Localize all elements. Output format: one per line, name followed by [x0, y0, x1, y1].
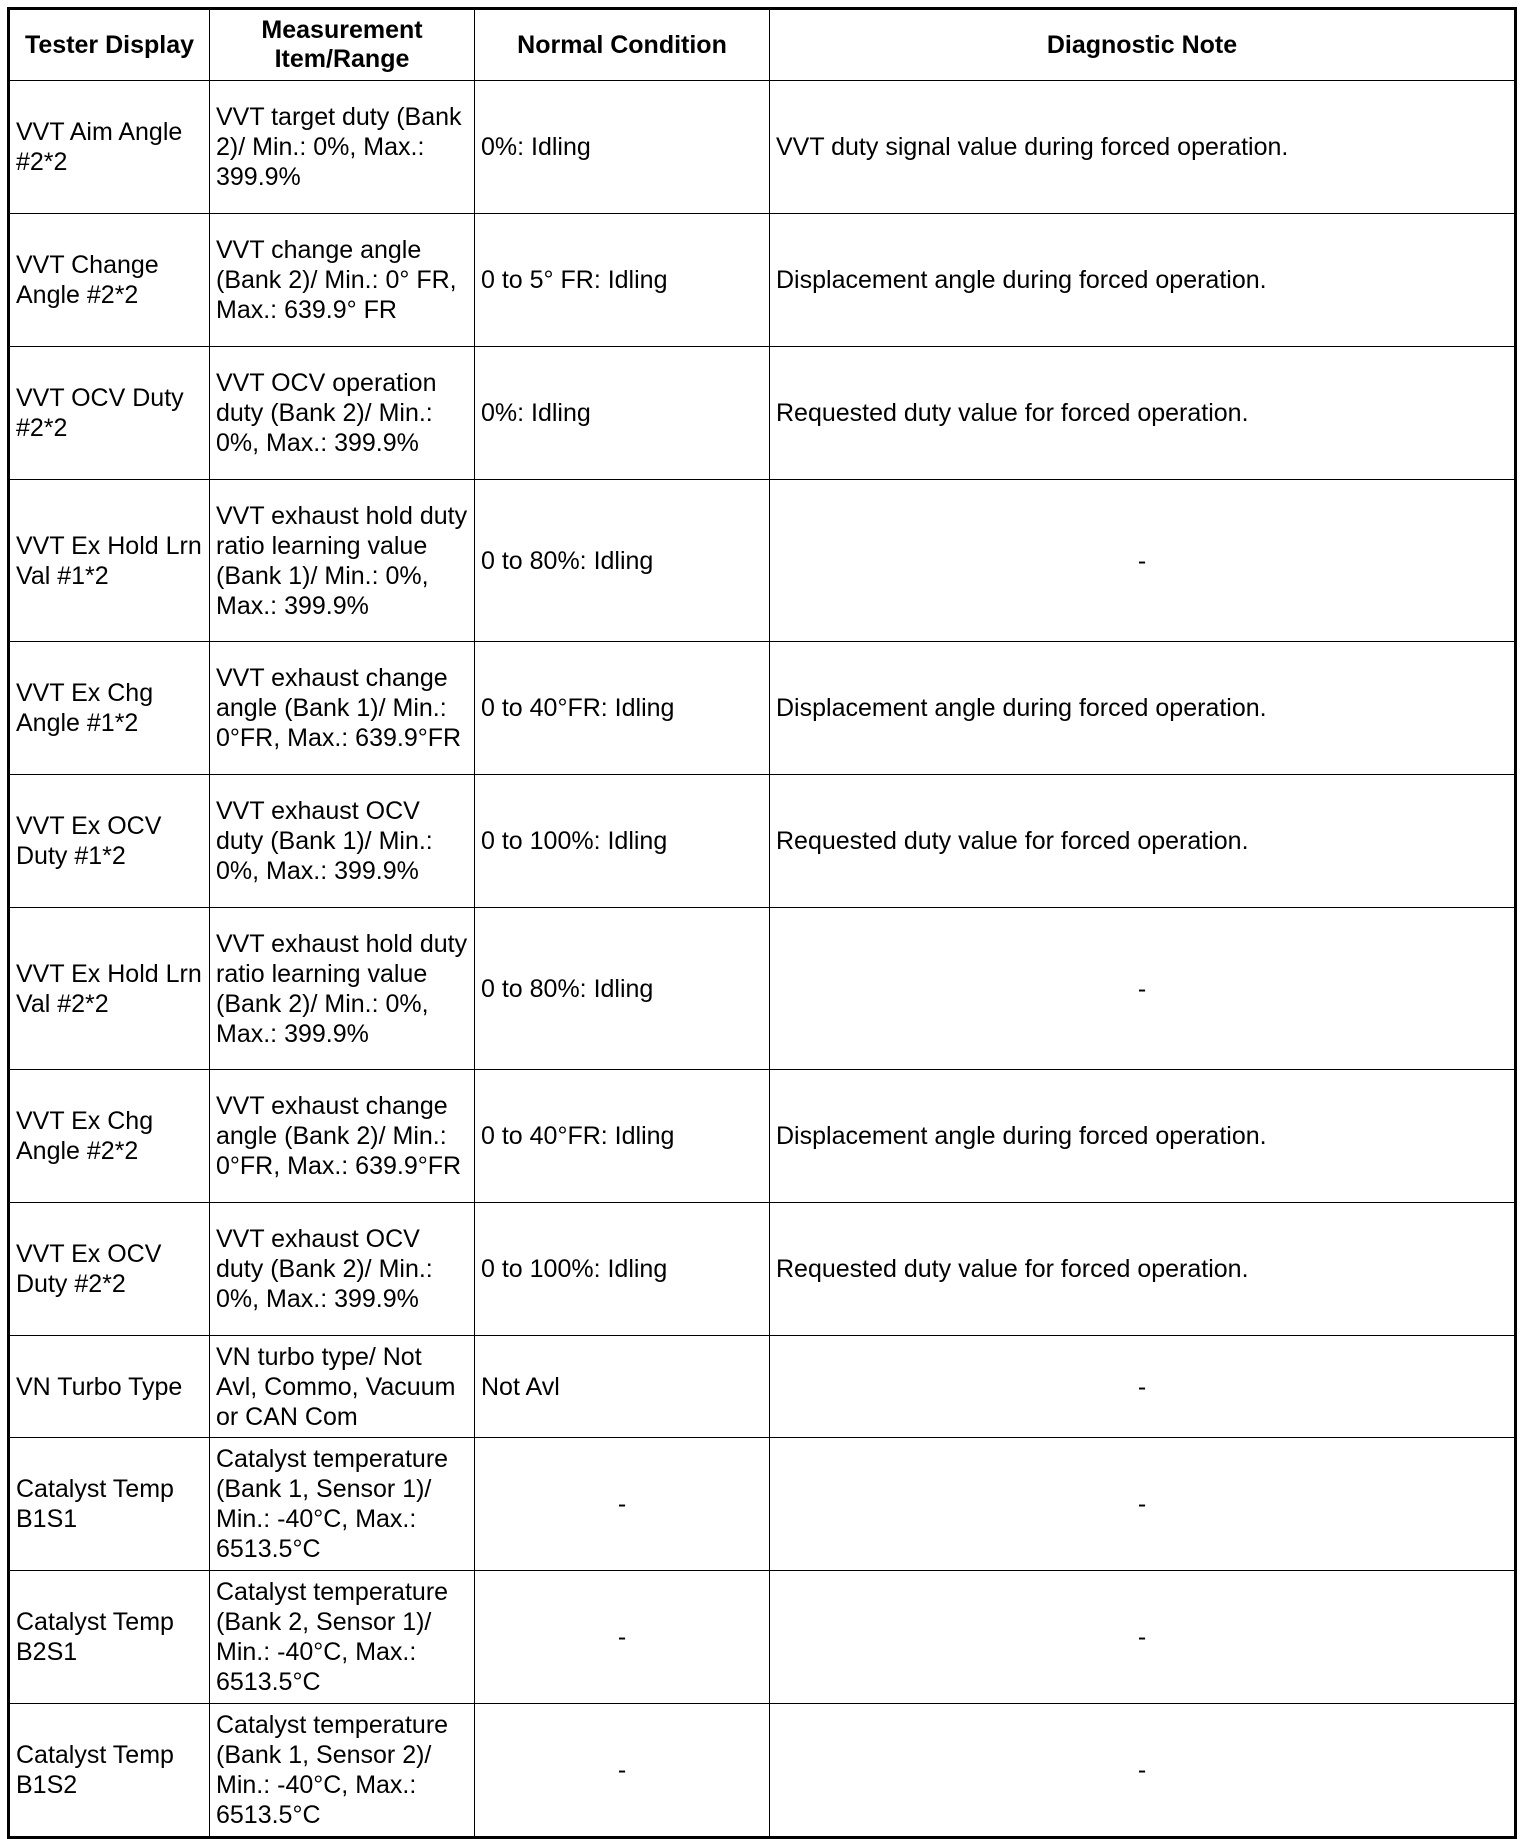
- cell-diagnostic-note: -: [770, 1336, 1516, 1438]
- cell-tester-display: Catalyst Temp B2S1: [9, 1571, 210, 1704]
- cell-normal-condition: 0%: Idling: [475, 81, 770, 214]
- cell-diagnostic-note: -: [770, 1438, 1516, 1571]
- header-normal-condition: Normal Condition: [475, 9, 770, 81]
- table-row: [9, 775, 1516, 908]
- table-row: [9, 480, 1516, 642]
- table-row: [9, 1203, 1516, 1336]
- table-row: [9, 347, 1516, 480]
- table-row: [9, 214, 1516, 347]
- cell-measurement: VVT exhaust OCV duty (Bank 1)/ Min.: 0%, Max.: 399.9%: [210, 775, 475, 908]
- header-diagnostic-note: Diagnostic Note: [770, 9, 1516, 81]
- cell-diagnostic-note: -: [770, 1571, 1516, 1704]
- table-row: [9, 81, 1516, 214]
- cell-diagnostic-note: Displacement angle during forced operation.: [770, 1070, 1516, 1203]
- cell-measurement: VN turbo type/ Not Avl, Commo, Vacuum or CAN Com: [210, 1336, 475, 1438]
- cell-measurement: VVT exhaust hold duty ratio learning value (Bank 2)/ Min.: 0%, Max.: 399.9%: [210, 908, 475, 1070]
- cell-diagnostic-note: Requested duty value for forced operation.: [770, 1203, 1516, 1336]
- cell-tester-display: VVT Ex Hold Lrn Val #2*2: [9, 908, 210, 1070]
- header-tester-display: Tester Display: [9, 9, 210, 81]
- table-row: [9, 1336, 1516, 1438]
- cell-tester-display: VVT Change Angle #2*2: [9, 214, 210, 347]
- cell-normal-condition: 0%: Idling: [475, 347, 770, 480]
- cell-diagnostic-note: Displacement angle during forced operation.: [770, 214, 1516, 347]
- cell-diagnostic-note: Requested duty value for forced operation.: [770, 347, 1516, 480]
- table-row: [9, 908, 1516, 1070]
- cell-measurement: Catalyst temperature (Bank 1, Sensor 1)/ Min.: -40°C, Max.: 6513.5°C: [210, 1438, 475, 1571]
- table-row: [9, 1438, 1516, 1571]
- cell-normal-condition: -: [475, 1571, 770, 1704]
- diagnostic-data-table: [7, 7, 1517, 1839]
- table-row: [9, 642, 1516, 775]
- cell-tester-display: VVT Ex Chg Angle #1*2: [9, 642, 210, 775]
- header-measurement-item-range: Measurement Item/Range: [210, 9, 475, 81]
- cell-measurement: Catalyst temperature (Bank 1, Sensor 2)/ Min.: -40°C, Max.: 6513.5°C: [210, 1704, 475, 1838]
- cell-diagnostic-note: -: [770, 480, 1516, 642]
- cell-normal-condition: -: [475, 1438, 770, 1571]
- cell-measurement: VVT exhaust change angle (Bank 2)/ Min.: 0°FR, Max.: 639.9°FR: [210, 1070, 475, 1203]
- cell-measurement: VVT OCV operation duty (Bank 2)/ Min.: 0%, Max.: 399.9%: [210, 347, 475, 480]
- cell-diagnostic-note: -: [770, 1704, 1516, 1838]
- cell-normal-condition: 0 to 5° FR: Idling: [475, 214, 770, 347]
- cell-normal-condition: 0 to 40°FR: Idling: [475, 642, 770, 775]
- cell-tester-display: VVT Ex Hold Lrn Val #1*2: [9, 480, 210, 642]
- cell-diagnostic-note: Displacement angle during forced operation.: [770, 642, 1516, 775]
- table-header-row: [9, 9, 1516, 81]
- cell-diagnostic-note: Requested duty value for forced operation.: [770, 775, 1516, 908]
- cell-diagnostic-note: -: [770, 908, 1516, 1070]
- cell-normal-condition: Not Avl: [475, 1336, 770, 1438]
- table-row: [9, 1571, 1516, 1704]
- cell-tester-display: Catalyst Temp B1S1: [9, 1438, 210, 1571]
- cell-tester-display: VVT Ex OCV Duty #1*2: [9, 775, 210, 908]
- cell-normal-condition: 0 to 40°FR: Idling: [475, 1070, 770, 1203]
- cell-normal-condition: 0 to 80%: Idling: [475, 908, 770, 1070]
- cell-measurement: VVT exhaust OCV duty (Bank 2)/ Min.: 0%, Max.: 399.9%: [210, 1203, 475, 1336]
- cell-tester-display: Catalyst Temp B1S2: [9, 1704, 210, 1838]
- cell-tester-display: VN Turbo Type: [9, 1336, 210, 1438]
- cell-measurement: VVT exhaust change angle (Bank 1)/ Min.: 0°FR, Max.: 639.9°FR: [210, 642, 475, 775]
- cell-measurement: VVT exhaust hold duty ratio learning value (Bank 1)/ Min.: 0%, Max.: 399.9%: [210, 480, 475, 642]
- cell-diagnostic-note: VVT duty signal value during forced operation.: [770, 81, 1516, 214]
- cell-measurement: Catalyst temperature (Bank 2, Sensor 1)/ Min.: -40°C, Max.: 6513.5°C: [210, 1571, 475, 1704]
- cell-normal-condition: 0 to 100%: Idling: [475, 775, 770, 908]
- cell-tester-display: VVT Ex OCV Duty #2*2: [9, 1203, 210, 1336]
- cell-normal-condition: 0 to 80%: Idling: [475, 480, 770, 642]
- cell-tester-display: VVT Aim Angle #2*2: [9, 81, 210, 214]
- table-row: [9, 1704, 1516, 1838]
- cell-tester-display: VVT OCV Duty #2*2: [9, 347, 210, 480]
- cell-normal-condition: -: [475, 1704, 770, 1838]
- cell-measurement: VVT change angle (Bank 2)/ Min.: 0° FR, Max.: 639.9° FR: [210, 214, 475, 347]
- cell-normal-condition: 0 to 100%: Idling: [475, 1203, 770, 1336]
- table-row: [9, 1070, 1516, 1203]
- cell-tester-display: VVT Ex Chg Angle #2*2: [9, 1070, 210, 1203]
- cell-measurement: VVT target duty (Bank 2)/ Min.: 0%, Max.: 399.9%: [210, 81, 475, 214]
